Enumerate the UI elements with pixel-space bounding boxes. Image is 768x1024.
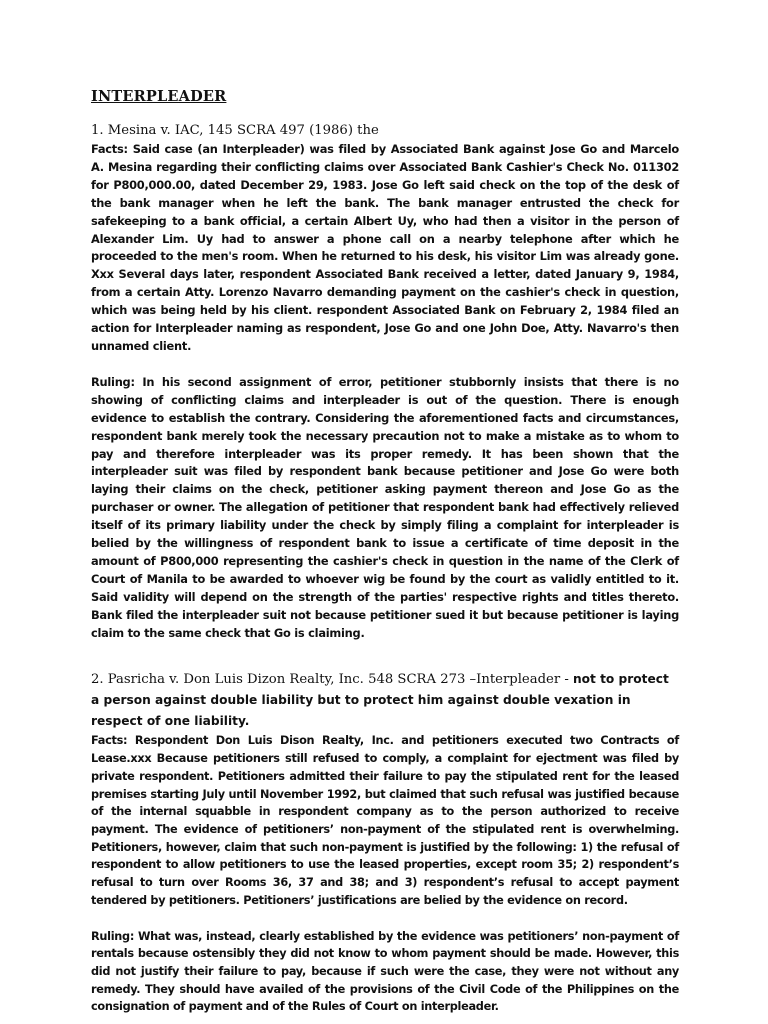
case-1-facts-label: Facts: xyxy=(91,142,128,156)
case-2-facts-text: Respondent Don Luis Dison Realty, Inc. and petitioners executed two Contracts of Lease.xxx Because petitioners still refused to comply, a complaint for ejectment was filed by private respondent. Petitioners admitted their failure to pay the stipulated rent for the leased premises starting July until November 1992, but claimed that such refusal was justified because of the internal squabble in respondent company as to the person authorized to receive payment. The evidence of petitioners’ non-payment of the stipulated rent is overwhelming. Petitioners, however, claim that such non-payment is justified by the following: 1) the refusal of respondent to allow petitioners to use the leased properties, except room 35; 2) respondent’s refusal to turn over Rooms 36, 37 and 38; and 3) respondent’s refusal to accept payment tendered by petitioners. Petitioners’ justifications are belied by the evidence on record. xyxy=(91,734,679,907)
case-1-facts xyxy=(91,141,679,356)
case-1 xyxy=(91,121,679,642)
case-1-ruling xyxy=(91,374,679,643)
document-title: INTERPLEADER xyxy=(91,88,227,105)
case-2-ruling-label: Ruling: xyxy=(91,929,135,943)
case-2-ruling-text: What was, instead, clearly established by the evidence was petitioners’ non-payment of rentals because ostensibly they did not know to whom payment should be made. However, this did not justify their failure to pay, because if such were the case, they were not without any remedy. They should have availed of the provisions of the Civil Code of the Philippines on the consignation of payment and of the Rules of Court on interpleader. xyxy=(91,929,679,1014)
case-1-ruling-label: Ruling: xyxy=(91,374,135,389)
case-1-heading: 1. Mesina v. IAC, 145 SCRA 497 (1986) the xyxy=(91,123,379,138)
case-2-facts xyxy=(91,732,679,909)
document-page xyxy=(91,88,679,1016)
case-1-ruling-text: In his second assignment of error, petitioner stubbornly insists that there is no showing of conflicting claims and interpleader is out of the question. There is enough evidence to establish the contrary. Considering the aforementioned facts and circumstances, respondent bank merely took the necessary precaution not to make a mistake as to whom to pay and therefore interpleader was its proper remedy. It has been shown that the interpleader suit was filed by respondent bank because petitioner and Jose Go were both laying their claims on the check, petitioner asking payment thereon and Jose Go as the purchaser or owner. The allegation of petitioner that respondent bank had effectively relieved itself of its primary liability under the check by simply filing a complaint for interpleader is belied by the willingness of respondent bank to issue a certificate of time deposit in the amount of P800,000 representing the cashier's check in question in the name of the Clerk of Court of Manila to be awarded to whoever wig be found by the court as validly entitled to it. Said validity will depend on the strength of the parties' respective rights and titles thereto. Bank filed the interpleader suit not because petitioner sued it but because petitioner is laying claim to the same check that Go is claiming. xyxy=(91,374,679,640)
case-2-heading xyxy=(91,669,679,732)
case-2 xyxy=(91,669,679,1016)
case-2-ruling xyxy=(91,928,679,1017)
case-2-facts-label: Facts: xyxy=(91,734,128,748)
case-2-heading-text: 2. Pasricha v. Don Luis Dizon Realty, Inc. 548 SCRA 273 –Interpleader - xyxy=(91,672,573,688)
case-1-facts-text: Said case (an Interpleader) was filed by Associated Bank against Jose Go and Marcelo A. Mesina regarding their conflicting claims over Associated Bank Cashier's Check No. 011302 for P800,000.00, dated December 29, 1983. Jose Go left said check on the top of the desk of the bank manager when he left the bank. The bank manager entrusted the check for safekeeping to a bank official, a certain Albert Uy, who had then a visitor in the person of Alexander Lim. Uy had to answer a phone call on a nearby telephone after which he proceeded to the men's room. When he returned to his desk, his visitor Lim was already gone. Xxx Several days later, respondent Associated Bank received a letter, dated January 9, 1984, from a certain Atty. Lorenzo Navarro demanding payment on the cashier's check in question, which was being held by his client. respondent Associated Bank on February 2, 1984 filed an action for Interpleader naming as respondent, Jose Go and one John Doe, Atty. Navarro's then unnamed client. xyxy=(91,142,679,353)
case-2-heading-bold: not to protect a person against double liability but to protect him against double vexation in respect of one liability. xyxy=(91,672,669,729)
